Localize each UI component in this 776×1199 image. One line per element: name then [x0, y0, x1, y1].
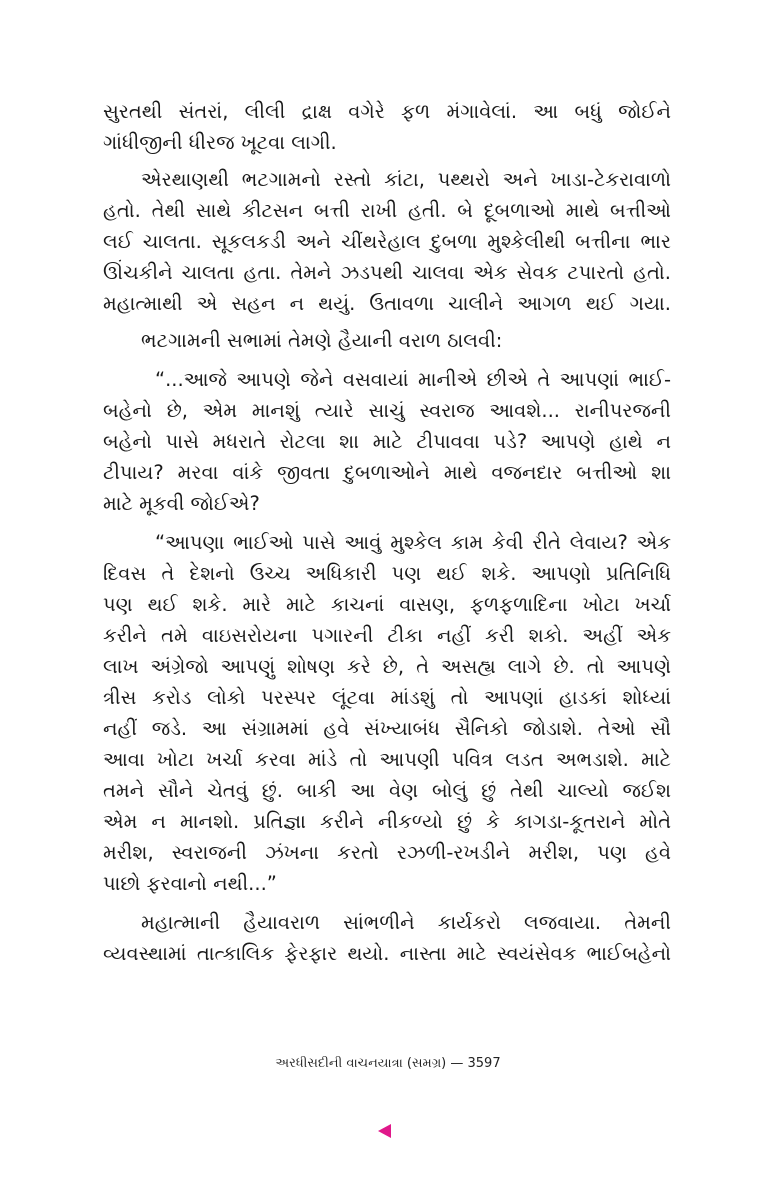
text-line: મહાત્માથી એ સહન ન થયું. ઉતાવળા ચાલીને આગળ થઈ ગયા.	[103, 292, 671, 315]
quote-paragraph-2	[103, 527, 671, 899]
paragraph-3	[103, 325, 671, 356]
paragraph-1	[103, 96, 671, 158]
text-line: બહેનો છે, એમ માનશું ત્યારે સાચું સ્વરાજ આવશે... રાનીપરજની	[103, 399, 671, 422]
text-line: આવા ખોટા ખર્ચા કરવા માંડે તો આપણી પવિત્ર લડત અભડાશે. માટે	[103, 748, 671, 771]
paragraph-6	[103, 907, 671, 969]
text-line: દિવસ તે દેશનો ઉચ્ચ અધિકારી પણ થઈ શકે. આપણો પ્રતિનિધિ	[103, 562, 671, 585]
text-line: પાછો ફરવાનો નથી...”	[103, 872, 277, 895]
paragraph-2	[103, 164, 671, 319]
previous-page-arrow-icon[interactable]	[378, 1124, 391, 1138]
text-line: ભટગામની સભામાં તેમણે હૈયાની વરાળ ઠાલવી:	[141, 329, 503, 352]
quote-paragraph-1	[103, 364, 671, 519]
text-line: મહાત્માની હૈયાવરાળ સાંભળીને કાર્યકરો લજવાયા. તેમની	[141, 911, 671, 934]
text-line: ટીપાય? મરવા વાંકે જીવતા દુબળાઓને માથે વજનદાર બત્તીઓ શા	[103, 461, 671, 484]
page-footer: અરધીસદીની વાચનયાત્રા (સમગ્ર) — 3597	[275, 1056, 501, 1071]
text-line: હતો. તેથી સાથે કીટસન બત્તી રાખી હતી. બે દૂબળાઓ માથે બત્તીઓ	[103, 199, 671, 222]
text-line: ગાંધીજીની ધીરજ ખૂટવા લાગી.	[103, 131, 337, 154]
text-line: કરીને તમે વાઇસરોયના પગારની ટીકા નહીં કરી શકો. અહીં એક	[103, 624, 671, 647]
text-line: વ્યવસ્થામાં તાત્કાલિક ફેરફાર થયો. નાસ્તા માટે સ્વયંસેવક ભાઈબહેનો	[103, 942, 671, 965]
text-line: “આપણા ભાઈઓ પાસે આવું મુશ્કેલ કામ કેવી રીતે લેવાય? એક	[155, 531, 671, 554]
page-body	[103, 96, 671, 969]
text-line: પણ થઈ શકે. મારે માટે કાચનાં વાસણ, ફળફળાદિના ખોટા ખર્ચા	[103, 593, 671, 616]
text-line: “...આજે આપણે જેને વસવાયાં માનીએ છીએ તે આપણાં ભાઈ-	[155, 368, 671, 391]
text-line: સુરતથી સંતરાં, લીલી દ્રાક્ષ વગેરે ફળ મંગાવેલાં. આ બધું જોઈને	[103, 100, 671, 123]
text-line: લાખ અંગ્રેજો આપણું શોષણ કરે છે, તે અસહ્ય લાગે છે. તો આપણે	[103, 655, 671, 678]
text-line: નહીં જડે. આ સંગ્રામમાં હવે સંખ્યાબંધ સૈનિકો જોડાશે. તેઓ સૌ	[103, 717, 671, 740]
text-line: તમને સૌને ચેતવું છું. બાકી આ વેણ બોલું છું તેથી ચાલ્યો જઈશ	[103, 779, 671, 802]
text-line: ત્રીસ કરોડ લોકો પરસ્પર લૂંટવા માંડશું તો આપણાં હાડકાં શોધ્યાં	[103, 686, 671, 709]
text-line: ઊંચકીને ચાલતા હતા. તેમને ઝડપથી ચાલવા એક સેવક ટપારતો હતો.	[103, 261, 671, 284]
text-line: મરીશ, સ્વરાજની ઝંખના કરતો રઝળી-રખડીને મરીશ, પણ હવે	[103, 841, 671, 864]
text-line: લઈ ચાલતા. સૂકલકડી અને ચીંથરેહાલ દુબળા મુશ્કેલીથી બત્તીના ભાર	[103, 230, 671, 253]
text-line: એરથાણથી ભટગામનો રસ્તો કાંટા, પથ્થરો અને ખાડા-ટેકરાવાળો	[141, 168, 671, 191]
text-line: બહેનો પાસે મધરાતે રોટલા શા માટે ટીપાવવા પડે? આપણે હાથે ન	[103, 430, 671, 453]
text-line: માટે મૂકવી જોઈએ?	[103, 492, 260, 515]
text-line: એમ ન માનશો. પ્રતિજ્ઞા કરીને નીકળ્યો છું કે કાગડા-કૂતરાને મોતે	[103, 810, 671, 833]
